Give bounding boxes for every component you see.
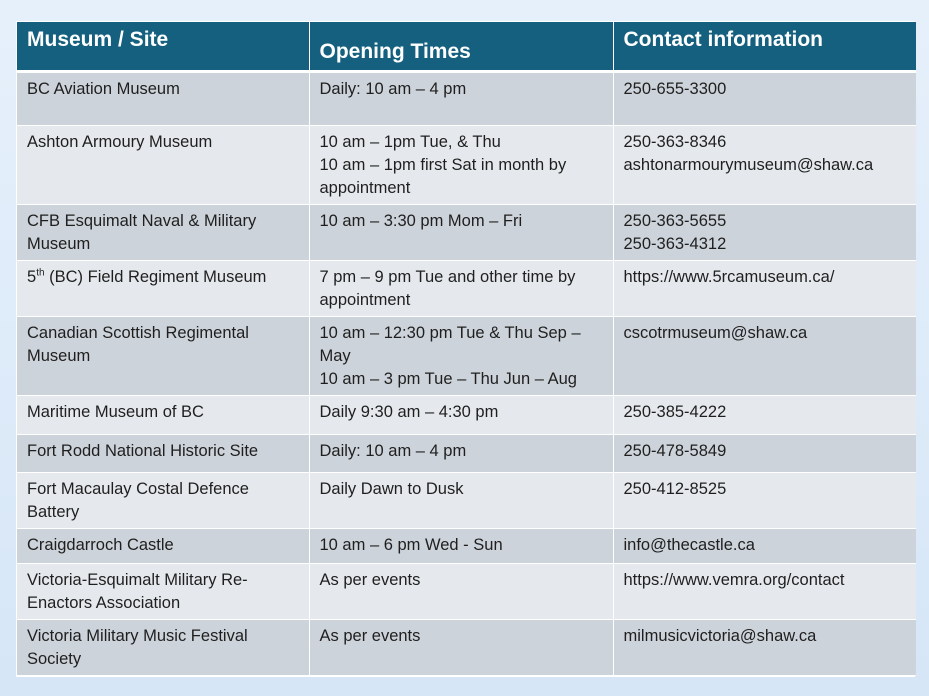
hours-line: 10 am – 3:30 pm Mom – Fri — [319, 212, 523, 230]
contact-line: 250-655-3300 — [623, 80, 727, 98]
hours-line: As per events — [319, 571, 421, 589]
hours-line: Daily: 10 am – 4 pm — [319, 442, 467, 460]
header-museum: Museum / Site — [17, 22, 309, 72]
hours-line: 10 am – 1pm Tue, & Thu — [319, 133, 501, 151]
cell-museum — [17, 126, 309, 205]
museum-table-container — [16, 21, 915, 677]
contact-line: ashtonarmourymuseum@shaw.ca — [623, 156, 874, 174]
contact-line: info@thecastle.ca — [623, 536, 755, 554]
table-row — [17, 126, 916, 205]
contact-line: 250-363-5655 — [623, 212, 727, 230]
hours-line: 10 am – 3 pm Tue – Thu Jun – Aug — [319, 370, 577, 388]
hours-line: Daily 9:30 am – 4:30 pm — [319, 403, 499, 421]
cell-hours — [309, 72, 613, 126]
cell-contact — [613, 126, 916, 205]
table-row — [17, 261, 916, 317]
hours-line: As per events — [319, 627, 421, 645]
museum-name-number: 5 — [27, 268, 37, 286]
table-row — [17, 435, 916, 473]
museum-name: Fort Macaulay Costal Defence Battery — [27, 480, 249, 521]
cell-hours — [309, 396, 613, 435]
cell-museum — [17, 396, 309, 435]
museum-name: Victoria Military Music Festival Society — [27, 627, 248, 668]
museum-name: Ashton Armoury Museum — [27, 133, 213, 151]
hours-line: Daily: 10 am – 4 pm — [319, 80, 467, 98]
museum-name-ordinal: th — [36, 267, 45, 279]
cell-hours — [309, 205, 613, 261]
header-contact: Contact information — [613, 22, 916, 72]
cell-museum — [17, 620, 309, 676]
museum-name: Victoria-Esquimalt Military Re-Enactors Association — [27, 571, 248, 612]
museum-name: Maritime Museum of BC — [27, 403, 204, 421]
museum-name: Craigdarroch Castle — [27, 536, 174, 554]
cell-contact — [613, 435, 916, 473]
table-row — [17, 205, 916, 261]
cell-contact — [613, 205, 916, 261]
contact-link[interactable]: https://www.vemra.org/contact — [623, 571, 845, 589]
table-row — [17, 317, 916, 396]
table-row — [17, 473, 916, 529]
cell-contact — [613, 396, 916, 435]
cell-museum — [17, 529, 309, 564]
cell-museum — [17, 564, 309, 620]
contact-line: cscotrmuseum@shaw.ca — [623, 324, 808, 342]
museum-name: CFB Esquimalt Naval & Military Museum — [27, 212, 257, 253]
hours-line: Daily Dawn to Dusk — [319, 480, 464, 498]
cell-contact — [613, 473, 916, 529]
cell-museum — [17, 473, 309, 529]
cell-hours — [309, 529, 613, 564]
museum-name-rest: (BC) Field Regiment Museum — [44, 268, 267, 286]
contact-link[interactable]: https://www.5rcamuseum.ca/ — [623, 268, 835, 286]
cell-museum — [17, 435, 309, 473]
cell-contact — [613, 564, 916, 620]
table-header-row — [17, 22, 916, 72]
cell-hours — [309, 473, 613, 529]
hours-line: 7 pm – 9 pm Tue and other time by appointment — [319, 268, 576, 309]
table-row — [17, 564, 916, 620]
contact-line: 250-385-4222 — [623, 403, 727, 421]
table-row — [17, 72, 916, 126]
museum-table — [17, 22, 916, 676]
contact-line: 250-363-4312 — [623, 235, 727, 253]
cell-hours — [309, 261, 613, 317]
contact-line: milmusicvictoria@shaw.ca — [623, 627, 817, 645]
cell-museum — [17, 205, 309, 261]
cell-contact — [613, 620, 916, 676]
contact-line: 250-412-8525 — [623, 480, 727, 498]
cell-contact — [613, 529, 916, 564]
museum-name — [27, 266, 299, 289]
header-opening-times: Opening Times — [309, 22, 613, 72]
contact-line: 250-363-8346 — [623, 133, 727, 151]
museum-name: Canadian Scottish Regimental Museum — [27, 324, 249, 365]
cell-hours — [309, 126, 613, 205]
museum-name: Fort Rodd National Historic Site — [27, 442, 259, 460]
hours-line: 10 am – 1pm first Sat in month by appointment — [319, 156, 567, 197]
cell-contact — [613, 317, 916, 396]
table-row — [17, 529, 916, 564]
cell-hours — [309, 564, 613, 620]
cell-contact — [613, 72, 916, 126]
contact-line: 250-478-5849 — [623, 442, 727, 460]
table-row — [17, 396, 916, 435]
cell-contact — [613, 261, 916, 317]
cell-museum — [17, 261, 309, 317]
hours-line: 10 am – 12:30 pm Tue & Thu Sep – May — [319, 324, 581, 365]
cell-museum — [17, 72, 309, 126]
cell-hours — [309, 435, 613, 473]
museum-name: BC Aviation Museum — [27, 80, 180, 98]
cell-hours — [309, 620, 613, 676]
hours-line: 10 am – 6 pm Wed - Sun — [319, 536, 503, 554]
cell-museum — [17, 317, 309, 396]
table-row — [17, 620, 916, 676]
cell-hours — [309, 317, 613, 396]
